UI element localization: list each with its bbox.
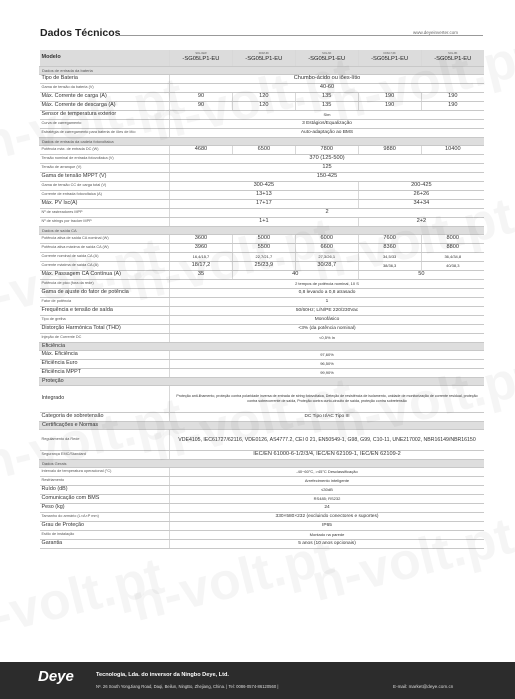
spec-value: 190 <box>358 102 421 111</box>
spec-value: 90 <box>170 93 233 102</box>
spec-label: Gama de ajuste do fator de potência <box>40 289 170 298</box>
spec-value: 25/23,9 <box>232 262 295 271</box>
spec-row <box>40 146 485 155</box>
spec-row <box>40 477 485 486</box>
spec-row <box>40 253 485 262</box>
section-title: Eficiência <box>40 343 485 351</box>
spec-value: 8000 <box>421 235 484 244</box>
spec-label: Garantia <box>40 540 170 549</box>
spec-value: Montado na parede <box>170 531 485 540</box>
spec-row <box>40 102 485 111</box>
spec-label: Frequência e tensão de saída <box>40 307 170 316</box>
spec-label: Intervalo de temperatura operacional (°C) <box>40 468 170 477</box>
model-col-4: DOM-7,6K -SG05LP1-EU <box>358 50 421 67</box>
spec-value: 9880 <box>358 146 421 155</box>
spec-row <box>40 289 485 298</box>
spec-value: 17+17 <box>170 200 359 209</box>
spec-row <box>40 513 485 522</box>
spec-label: Tamanho do armário (L×A×P mm) <box>40 513 170 522</box>
spec-value: 7800 <box>295 146 358 155</box>
spec-label: Máx. Corrente de carga (A) <box>40 93 170 102</box>
spec-value: 16,4/15,7 <box>170 253 233 262</box>
spec-row <box>40 209 485 218</box>
spec-row <box>40 386 485 413</box>
section-title: Proteção <box>40 378 485 386</box>
spec-row <box>40 218 485 227</box>
spec-value: 2+2 <box>358 218 484 227</box>
spec-value: 22,7/21,7 <box>232 253 295 262</box>
spec-row <box>40 84 485 93</box>
spec-label: Máx. Passagem CA Contínua (A) <box>40 271 170 280</box>
spec-value: 8800 <box>421 244 484 253</box>
spec-label: Grau de Proteção <box>40 522 170 531</box>
spec-value: 38/36,3 <box>358 262 421 271</box>
spec-value: 1+1 <box>170 218 359 227</box>
spec-value: 120 <box>232 102 295 111</box>
website-link[interactable]: www.deyeinverter.com <box>413 30 459 35</box>
spec-row <box>40 495 485 504</box>
spec-label: Estilo de instalação <box>40 531 170 540</box>
spec-value: 5 anos (10 anos opcionais) <box>170 540 485 549</box>
spec-row <box>40 334 485 343</box>
spec-row <box>40 129 485 138</box>
spec-row <box>40 93 485 102</box>
spec-row <box>40 531 485 540</box>
company-name: Tecnologia, Lda. do inversor da Ningbo Deye, Ltd. <box>96 672 229 678</box>
spec-row <box>40 298 485 307</box>
spec-value: 34,5/33 <box>358 253 421 262</box>
spec-row <box>40 75 485 84</box>
spec-label: Gama de tensão da bateria (V) <box>40 84 170 93</box>
spec-label: Comunicação com BMS <box>40 495 170 504</box>
spec-label: Gama de tensão MPPT (V) <box>40 173 170 182</box>
spec-value: 27,3/26,1 <box>295 253 358 262</box>
spec-label: Peso (kg) <box>40 504 170 513</box>
spec-value: 0,8 levando a 0,8 atrasado <box>170 289 485 298</box>
spec-value: 190 <box>421 102 484 111</box>
spec-row <box>40 155 485 164</box>
spec-row <box>40 430 485 451</box>
spec-label: Máx. PV Isc(A) <box>40 200 170 209</box>
spec-label: Tensão nominal de entrada fotovoltaica (V) <box>40 155 170 164</box>
page-footer <box>0 662 515 699</box>
spec-row <box>40 486 485 495</box>
spec-row <box>40 351 485 360</box>
spec-value: 96,50% <box>170 360 485 369</box>
spec-value: 40 <box>232 271 358 280</box>
spec-label: Sensor de temperatura exterior <box>40 111 170 120</box>
spec-value: IEC/EN 61000-6-1/2/3/4, IEC/EN 62109-1, IEC/EN 62109-2 <box>170 451 485 460</box>
spec-value: 6600 <box>295 244 358 253</box>
spec-row <box>40 262 485 271</box>
spec-row <box>40 244 485 253</box>
section-header-row <box>40 422 485 430</box>
spec-table <box>39 50 484 549</box>
model-header-row <box>40 50 485 67</box>
spec-label: Tensão de arranque (V) <box>40 164 170 173</box>
spec-value: 24 <box>170 504 485 513</box>
spec-value: Sim <box>170 111 485 120</box>
section-header-row <box>40 67 485 75</box>
spec-row <box>40 504 485 513</box>
spec-value: 3 Estágios/Equalização <box>170 120 485 129</box>
company-email[interactable]: E-mail: market@deye.com.cn <box>393 684 454 689</box>
spec-value: Auto-adaptação ao BMS <box>170 129 485 138</box>
spec-row <box>40 280 485 289</box>
model-col-2: DOM-6K -SG05LP1-EU <box>232 50 295 67</box>
model-label: Modelo <box>40 50 170 67</box>
spec-label: Máx. Corrente de descarga (A) <box>40 102 170 111</box>
spec-label: Tipo de Bateria <box>40 75 170 84</box>
spec-value: 50 <box>358 271 484 280</box>
spec-label: Corrente de entrada fotovoltaica (A) <box>40 191 170 200</box>
section-title: Dados de entrada da bateria <box>40 67 485 75</box>
spec-row <box>40 369 485 378</box>
spec-value: 190 <box>358 93 421 102</box>
spec-label: Integrado <box>40 386 170 413</box>
spec-value: Chumbo-ácido ou iões-lítio <box>170 75 485 84</box>
spec-value: Monofásico <box>170 316 485 325</box>
spec-label: Nº de strings por tracker MPP <box>40 218 170 227</box>
deye-logo: Deye <box>38 668 74 685</box>
spec-row <box>40 307 485 316</box>
spec-row <box>40 120 485 129</box>
spec-value: 6000 <box>295 235 358 244</box>
spec-value: IP65 <box>170 522 485 531</box>
spec-value: 30/28,7 <box>295 262 358 271</box>
section-header-row <box>40 343 485 351</box>
spec-label: Máx. Eficiência <box>40 351 170 360</box>
spec-label: Eficiência MPPT <box>40 369 170 378</box>
section-header-row <box>40 227 485 235</box>
spec-value: 3600 <box>170 235 233 244</box>
spec-label: Tipo de grelha <box>40 316 170 325</box>
spec-label: Distorção Harmónica Total (THD) <box>40 325 170 334</box>
spec-value: 34+34 <box>358 200 484 209</box>
spec-label: Ruído (dB) <box>40 486 170 495</box>
section-title: Dados Gerais <box>40 460 485 468</box>
spec-row <box>40 235 485 244</box>
section-header-row <box>40 378 485 386</box>
section-title: Certificações e Normas <box>40 422 485 430</box>
spec-value: <0,5% In <box>170 334 485 343</box>
spec-value: 18/17,2 <box>170 262 233 271</box>
spec-value: 370 (125-500) <box>170 155 485 164</box>
spec-value: 5500 <box>232 244 295 253</box>
spec-value: 2 <box>170 209 485 218</box>
spec-value: 4680 <box>170 146 233 155</box>
spec-label: Resfriamento <box>40 477 170 486</box>
spec-value: 7600 <box>358 235 421 244</box>
spec-value: 35 <box>170 271 233 280</box>
spec-value: 40/38,3 <box>421 262 484 271</box>
spec-value: DC Tipo II/AC Tipo III <box>170 413 485 422</box>
spec-value: 36,4/34,8 <box>421 253 484 262</box>
spec-value: 99,90% <box>170 369 485 378</box>
page-header <box>0 0 515 48</box>
section-title: Dados de saída CA <box>40 227 485 235</box>
spec-value: 6500 <box>232 146 295 155</box>
spec-label: Categoria de sobretensão <box>40 413 170 422</box>
spec-value: ≤30dB <box>170 486 485 495</box>
model-col-1: SOL-6kW -SG05LP1-EU <box>170 50 233 67</box>
spec-value: 40-60 <box>170 84 485 93</box>
spec-value: 150-425 <box>170 173 485 182</box>
spec-value: -40~60°C, >45°C Desclassificação <box>170 468 485 477</box>
spec-row <box>40 540 485 549</box>
spec-value: 50/60Hz; L/N/PE 220/230Vac <box>170 307 485 316</box>
spec-value: 135 <box>295 102 358 111</box>
spec-value: 90 <box>170 102 233 111</box>
spec-value: <3% (da potência nominal) <box>170 325 485 334</box>
model-col-3: SOL-6K -SG05LP1-EU <box>295 50 358 67</box>
spec-value: 330×580×232 (excluindo conectores e suportes) <box>170 513 485 522</box>
section-header-row <box>40 138 485 146</box>
spec-row <box>40 191 485 200</box>
spec-row <box>40 173 485 182</box>
spec-value: 2 tempos de potência nominal, 10 S <box>170 280 485 289</box>
spec-row <box>40 271 485 280</box>
spec-row <box>40 325 485 334</box>
spec-value: 200-425 <box>358 182 484 191</box>
spec-row <box>40 182 485 191</box>
header-divider <box>118 35 483 36</box>
spec-row <box>40 111 485 120</box>
spec-value: 10400 <box>421 146 484 155</box>
spec-row <box>40 468 485 477</box>
spec-label: Corrente máxima de saída CA (A) <box>40 262 170 271</box>
spec-label: Segurança EMC/Standard <box>40 451 170 460</box>
spec-row <box>40 164 485 173</box>
spec-row <box>40 200 485 209</box>
spec-value: 26+26 <box>358 191 484 200</box>
spec-value: 190 <box>421 93 484 102</box>
spec-row <box>40 522 485 531</box>
spec-sheet <box>39 50 484 549</box>
company-address: Nº. 26 South YongJiang Road, Daqi, Beilun, NingBo, Zhejiang, China. | Tel: 0086-0574-86120560 | <box>96 684 279 689</box>
spec-value: 135 <box>295 93 358 102</box>
page-title: Dados Técnicos <box>40 27 121 39</box>
spec-value: 8360 <box>358 244 421 253</box>
spec-value: 300-425 <box>170 182 359 191</box>
spec-label: Regulamento da Rede <box>40 430 170 451</box>
spec-label: Injeção de Corrente DC <box>40 334 170 343</box>
section-header-row <box>40 460 485 468</box>
spec-row <box>40 413 485 422</box>
spec-value: VDE4105, IEC61727/62116, VDE0126, AS4777.2, CEI 0 21, EN50549-1, G98, G99, C10-11, UNE217002, NBR16149/NBR16150 <box>170 430 485 451</box>
spec-value: 3960 <box>170 244 233 253</box>
spec-value: RS485; RS232 <box>170 495 485 504</box>
model-col-5: SOL-8K -SG05LP1-EU <box>421 50 484 67</box>
spec-row <box>40 360 485 369</box>
spec-label: Estratégia de carregamento para bateria de íões de lítio <box>40 129 170 138</box>
spec-label: Potência de pico (fora da rede) <box>40 280 170 289</box>
spec-label: Eficiência Euro <box>40 360 170 369</box>
spec-label: Potência máx. de entrada DC (W) <box>40 146 170 155</box>
spec-row <box>40 451 485 460</box>
spec-value: 125 <box>170 164 485 173</box>
spec-label: Potência ativa máxima de saída CA (W) <box>40 244 170 253</box>
spec-label: Nº de rastreadores MPP <box>40 209 170 218</box>
spec-value: 13+13 <box>170 191 359 200</box>
spec-value: Arrefecimento inteligente <box>170 477 485 486</box>
spec-row <box>40 316 485 325</box>
spec-label: Fator de potência <box>40 298 170 307</box>
watermark-text <box>0 546 169 654</box>
spec-label: Gama de tensão CC de carga total (V) <box>40 182 170 191</box>
spec-label: Corrente nominal de saída CA (A) <box>40 253 170 262</box>
spec-label: Curva de carregamento <box>40 120 170 129</box>
spec-value: 120 <box>232 93 295 102</box>
spec-value: 97,60% <box>170 351 485 360</box>
spec-value: 1 <box>170 298 485 307</box>
section-title: Dados de entrada da cadeia fotovoltaica <box>40 138 485 146</box>
spec-value: Proteção anti-ilhamento, proteção contra polaridade inversa de entrada de string fotovoltaica, Deteção de resistência de isolamento, unidade de monitorização de corrente residual, proteção contra sobrecorrente de saída, Proteção contra curto-circuito de saída, proteção contra sobretensão <box>170 386 485 413</box>
spec-value: 5000 <box>232 235 295 244</box>
spec-label: Potência ativa de saída CA nominal (W) <box>40 235 170 244</box>
